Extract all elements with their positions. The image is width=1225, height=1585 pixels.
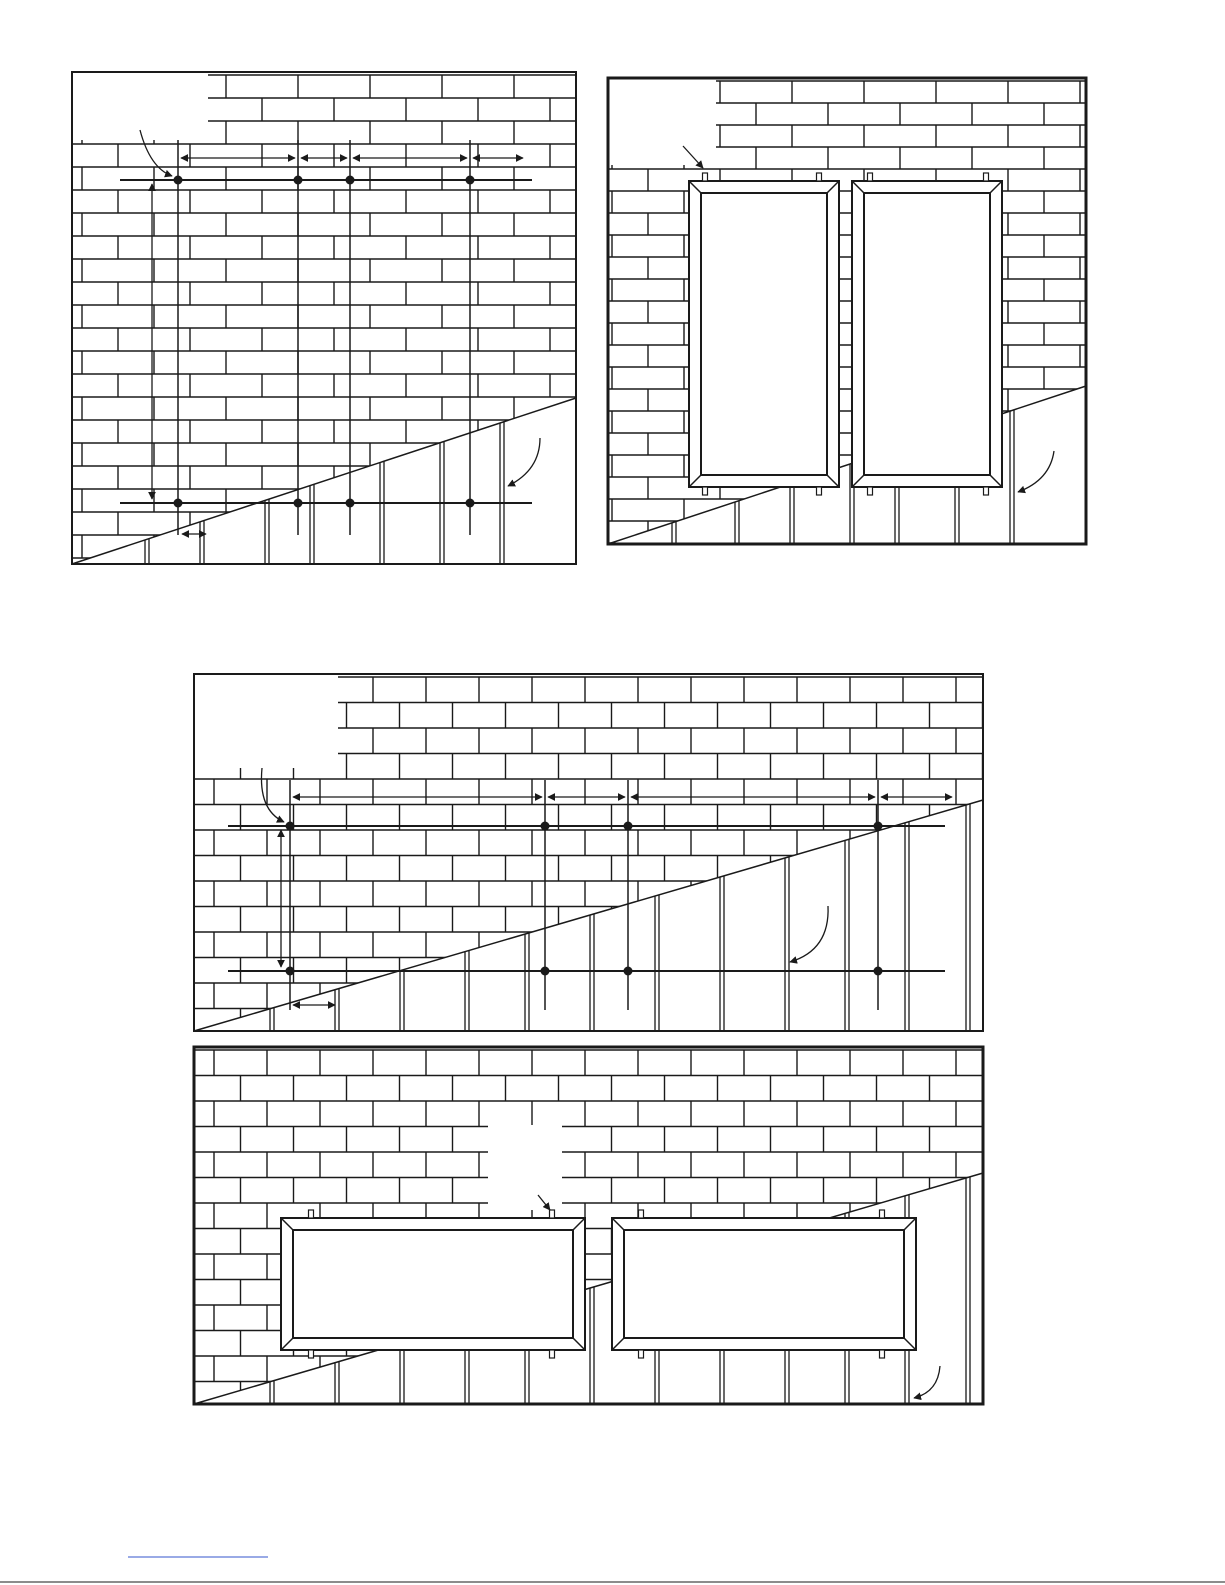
- mounting-bracket: [984, 487, 989, 495]
- stud-callout-arrow: [1018, 451, 1054, 492]
- stud-callout-arrow: [914, 1366, 940, 1398]
- mounting-point: [346, 499, 355, 508]
- panel-outer-frame: [281, 1218, 585, 1350]
- mounting-point: [624, 967, 633, 976]
- mounting-point: [874, 822, 883, 831]
- mounting-point: [294, 499, 303, 508]
- figure-vertical-installed: [576, 78, 1086, 565]
- panel-outer-frame: [612, 1218, 916, 1350]
- panel-outer-frame: [852, 181, 1002, 487]
- mounting-bracket: [703, 173, 708, 181]
- mounting-point: [346, 176, 355, 185]
- mounting-point: [874, 967, 883, 976]
- solar-panel: [281, 1218, 585, 1350]
- mounting-bracket: [817, 487, 822, 495]
- mounting-point: [624, 822, 633, 831]
- mounting-bracket: [639, 1350, 644, 1358]
- mounting-bracket: [309, 1210, 314, 1218]
- plaster-patch: [72, 72, 208, 140]
- stud-callout-arrow: [508, 438, 540, 486]
- brick-wall: [10, 72, 576, 581]
- mounting-point: [174, 499, 183, 508]
- stud-wall: [145, 72, 504, 564]
- mounting-point: [174, 176, 183, 185]
- stud-callout-arrow: [790, 906, 828, 962]
- mounting-bracket: [550, 1350, 555, 1358]
- mounting-point: [466, 176, 475, 185]
- mounting-point: [286, 967, 295, 976]
- plaster-patch: [194, 674, 338, 768]
- solar-panel: [689, 181, 839, 487]
- mounting-point: [294, 176, 303, 185]
- mounting-bracket: [880, 1350, 885, 1358]
- plaster-patch: [608, 78, 716, 165]
- mounting-bracket: [550, 1210, 555, 1218]
- mounting-bracket: [309, 1350, 314, 1358]
- mounting-bracket: [868, 487, 873, 495]
- mounting-bracket: [880, 1210, 885, 1218]
- brick-wall: [161, 674, 983, 1034]
- anchor-callout-arrow: [261, 768, 284, 822]
- cutaway-edge: [194, 800, 983, 1031]
- plaster-patch: [488, 1125, 562, 1210]
- solar-panel: [852, 181, 1002, 487]
- figure-vertical-layout: [10, 72, 576, 581]
- mounting-point: [466, 499, 475, 508]
- figure-horizontal-installed: [161, 1047, 983, 1407]
- mounting-bracket: [984, 173, 989, 181]
- mounting-bracket: [703, 487, 708, 495]
- mounting-point: [541, 822, 550, 831]
- mounting-bracket: [868, 173, 873, 181]
- solar-panel: [612, 1218, 916, 1350]
- mounting-point: [541, 967, 550, 976]
- mounting-bracket: [817, 173, 822, 181]
- figure-horizontal-layout: [161, 674, 983, 1034]
- mounting-bracket: [639, 1210, 644, 1218]
- mounting-point: [286, 822, 295, 831]
- panel-outer-frame: [689, 181, 839, 487]
